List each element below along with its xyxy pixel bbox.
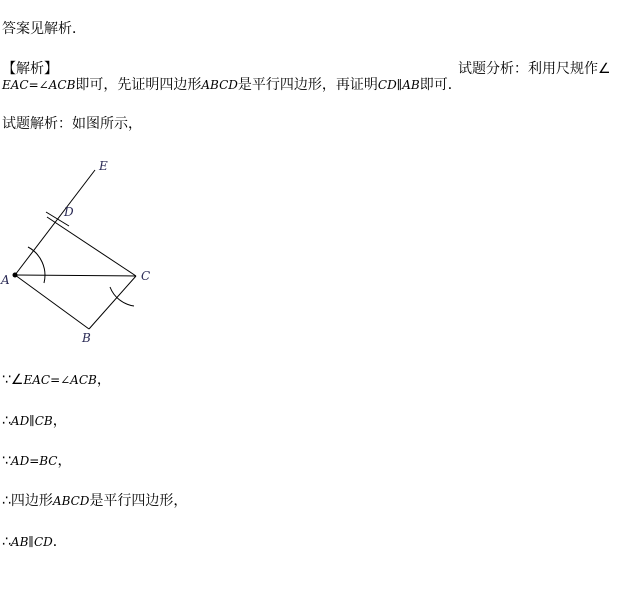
- step-5-math: AB∥CD: [10, 535, 53, 549]
- step-5-post: ．: [52, 534, 67, 550]
- step-3-post: ，: [57, 453, 72, 469]
- step-4-pre: ∴四边形: [2, 493, 53, 509]
- step-3-pre: ∵: [2, 453, 11, 469]
- summary-text-d: 即可．: [419, 77, 462, 93]
- step-4-math: ABCD: [52, 494, 90, 508]
- step-3-math: AD=BC: [10, 454, 58, 468]
- summary-text-c: 是平行四边形，再证明: [237, 77, 378, 93]
- segment-bc: [89, 276, 136, 329]
- step-1: [2, 371, 111, 389]
- label-d: D: [64, 205, 74, 219]
- step-1-math: EAC=∠ACB: [23, 373, 97, 387]
- summary-text-a: 利用尺规作∠: [528, 61, 611, 77]
- step-3: [2, 452, 72, 470]
- step-1-post: ，: [96, 372, 111, 388]
- label-e: E: [99, 159, 108, 173]
- segment-ac: [15, 275, 136, 276]
- summary-angle-eq: EAC=∠ACB: [2, 78, 76, 92]
- step-2-pre: ∴: [2, 413, 11, 429]
- step-2-post: ，: [52, 413, 67, 429]
- arc-at-a: [28, 247, 45, 283]
- step-5-pre: ∴: [2, 534, 11, 550]
- segment-ab: [15, 275, 89, 329]
- step-2: [2, 412, 67, 430]
- label-a: A: [1, 273, 10, 287]
- step-5: [2, 533, 67, 551]
- solution-intro: 试题解析：如图所示，: [2, 116, 142, 132]
- segment-dc: [47, 217, 136, 276]
- summary-text-b: 即可，先证明四边形: [75, 77, 202, 93]
- geometry-figure: [0, 150, 190, 350]
- label-c: C: [141, 269, 151, 283]
- step-4: [2, 492, 187, 510]
- summary-label: 试题分析：: [458, 61, 528, 77]
- answer-line: 答案见解析．: [2, 21, 86, 37]
- step-2-math: AD∥CB: [10, 414, 53, 428]
- step-4-post: 是平行四边形，: [89, 493, 188, 509]
- summary-parallel: CD∥AB: [377, 78, 420, 92]
- step-1-pre: ∵∠: [2, 372, 24, 388]
- point-a-dot: [13, 273, 18, 278]
- label-b: B: [82, 331, 91, 345]
- analysis-summary-start: [458, 60, 611, 78]
- summary-quad-name: ABCD: [201, 78, 238, 92]
- arc-at-c: [110, 287, 134, 306]
- analysis-summary-continued: [2, 76, 462, 94]
- analysis-bracket: 【解析】: [2, 61, 58, 77]
